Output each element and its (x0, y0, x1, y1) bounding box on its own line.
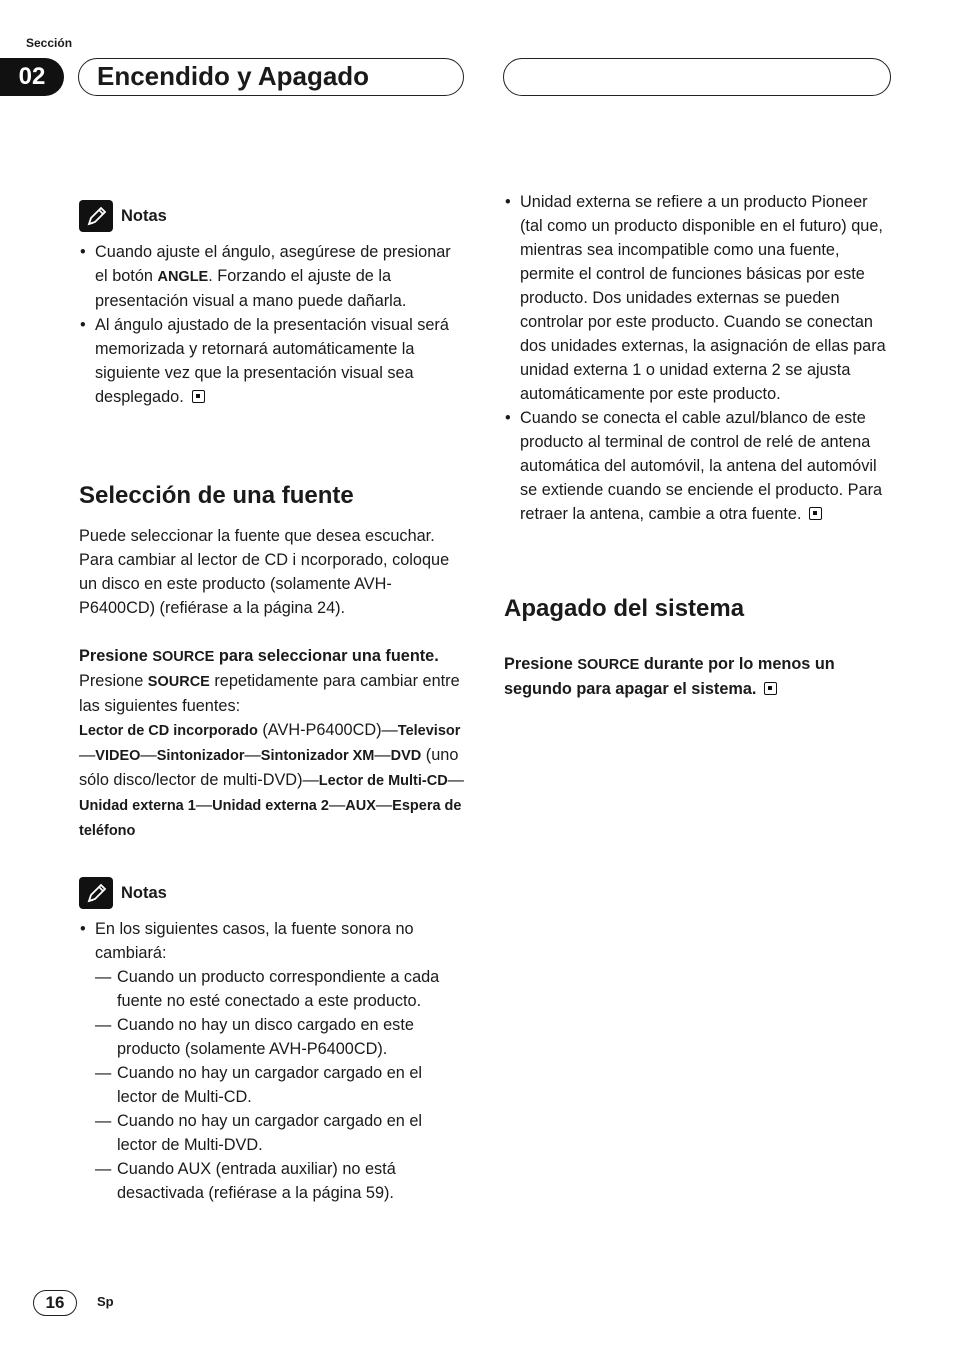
pencil-icon (79, 877, 113, 909)
notes-heading-2 (79, 877, 464, 909)
notes-label: Notas (121, 884, 167, 902)
seleccion-step: Presione SOURCE para seleccionar una fuente. (79, 647, 439, 665)
header-right-frame (503, 58, 891, 96)
page-number: 16 (33, 1290, 77, 1316)
right-bullets (504, 190, 889, 526)
apagado-step: Presione SOURCE durante por lo menos un segundo para apagar el sistema. (504, 655, 835, 698)
sub-item: — Cuando AUX (entrada auxiliar) no está desactivada (refiérase a la página 59). (95, 1157, 464, 1205)
list-item: • En los siguientes casos, la fuente sonora no cambiará: — Cuando un producto correspondiente a cada fuente no esté conectado a este producto. — Cuando no hay un disco cargado en este producto (solamente AVH-P6400CD). — Cuando no hay un cargador cargado en el lector de Multi-CD. — Cuando no hay un cargador cargado en el lector de Multi-DVD. — Cuando AUX (entrada auxiliar) no está desactivada (refiérase a la página 59). (79, 917, 464, 1205)
sub-list (95, 965, 464, 1205)
source-sequence: Lector de CD incorporado (AVH-P6400CD)—Televisor—VIDEO—Sintonizador—Sintonizador XM—DVD (uno sólo disco/lector de multi-DVD)—Lector de Multi-CD—Unidad externa 1—Unidad externa 2—AUX—Espera de teléfono (79, 721, 464, 839)
list-item: • Unidad externa se refiere a un producto Pioneer (tal como un producto disponible en el futuro) que, mientras sea incompatible como una fuente, permite el control de funciones básicas por este producto. Dos unidades externas se pueden controlar por este producto. Cuando se conectan dos unidades externas, la asignación de ellas para unidad externa 1 o unidad externa 2 se ajusta automáticamente por este producto. (504, 190, 889, 406)
sub-item: — Cuando no hay un cargador cargado en el lector de Multi-DVD. (95, 1109, 464, 1157)
sub-item: — Cuando no hay un disco cargado en este producto (solamente AVH-P6400CD). (95, 1013, 464, 1061)
heading-apagado: Apagado del sistema (504, 595, 745, 622)
notes-heading-1 (79, 200, 464, 232)
pencil-icon (79, 200, 113, 232)
language-code: Sp (97, 1294, 114, 1309)
end-mark-icon (809, 507, 822, 520)
end-mark-icon (192, 390, 205, 403)
end-mark-icon (764, 682, 777, 695)
angle-key: ANGLE (157, 269, 209, 285)
notes-list-2 (79, 917, 464, 1205)
heading-seleccion: Selección de una fuente (79, 482, 354, 509)
seleccion-paragraph: Puede seleccionar la fuente que desea escuchar. Para cambiar al lector de CD i ncorporado, coloque un disco en este producto (solamente AVH-P6400CD) (refiérase a la página 24). (79, 527, 450, 617)
sub-item: — Cuando un producto correspondiente a cada fuente no esté conectado a este producto. (95, 965, 464, 1013)
notes-list-1 (79, 240, 464, 409)
sub-item: — Cuando no hay un cargador cargado en el lector de Multi-CD. (95, 1061, 464, 1109)
section-label: Sección (26, 36, 73, 50)
section-number: 02 (0, 58, 64, 96)
page-title: Encendido y Apagado (97, 61, 370, 91)
list-item: • Cuando ajuste el ángulo, asegúrese de presionar el botón ANGLE. Forzando el ajuste de la presentación visual a mano puede dañarla. (79, 240, 464, 313)
notes-label: Notas (121, 207, 167, 225)
list-item: • Cuando se conecta el cable azul/blanco de este producto al terminal de control de relé de antena automática del automóvil, la antena del automóvil se extiende cuando se enciende el producto. Para retraer la antena, cambie a otra fuente. (504, 406, 889, 526)
seleccion-desc: Presione SOURCE repetidamente para cambiar entre las siguientes fuentes: (79, 672, 460, 715)
list-item: • Al ángulo ajustado de la presentación visual será memorizada y retornará automáticamente la siguiente vez que la presentación visual sea desplegado. (79, 313, 464, 409)
right-column (504, 190, 889, 701)
left-column (79, 200, 464, 1205)
